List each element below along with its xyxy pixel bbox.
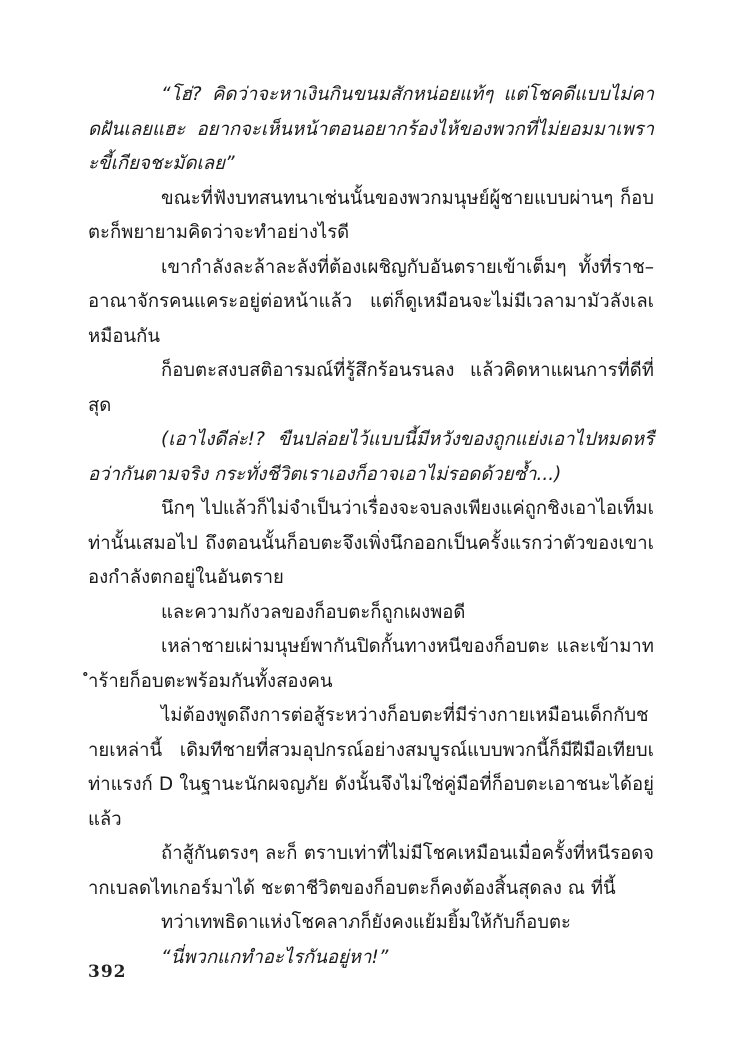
paragraph: เหล่าชายเผ่ามนุษย์พากันปิดกั้นทางหนีของก็อบตะ และเข้ามาทำร้ายก็อบตะพร้อมกันทั้งสองคน [88,636,654,692]
paragraph: “โฮ่? คิดว่าจะหาเงินกินขนมสักหน่อยแท้ๆ แต่โชคดีแบบไม่คาดฝันเลยแฮะ อยากจะเห็นหน้าตอนอยากร้องไห้ของพวกที่ไม่ยอมมาเพราะขี้เกียจชะมัดเลย” [88,84,654,174]
paragraph: นึกๆ ไปแล้วก็ไม่จำเป็นว่าเรื่องจะจบลงเพียงแค่ถูกชิงเอาไอเท็มเท่านั้นเสมอไป ถึงตอนนั้นก็อบตะจึงเพิ่งนึกออกเป็นครั้งแรกว่าตัวของเขาเองกำลังตกอยู่ในอันตราย [88,498,654,588]
paragraph: และความกังวลของก็อบตะก็ถูกเผงพอดี [161,601,466,623]
page-number: 392 [88,962,127,982]
paragraph: เขากำลังละล้าละลังที่ต้องเผชิญกับอันตรายเข้าเต็มๆ ทั้งที่ราช–อาณาจักรคนแคระอยู่ต่อหน้าแล้ว แต่ก็ดูเหมือนจะไม่มีเวลามามัวลังเลเหมือนกัน [88,256,654,347]
paragraph: “นี่พวกแกทำอะไรกันอยู่หา!” [161,946,389,968]
body-text [88,78,654,975]
paragraph: ขณะที่ฟังบทสนทนาเช่นนั้นของพวกมนุษย์ผู้ชายแบบผ่านๆ ก็อบตะก็พยายามคิดว่าจะทำอย่างไรดี [88,187,654,243]
paragraph: ถ้าสู้กันตรงๆ ละก็ ตราบเท่าที่ไม่มีโชคเหมือนเมื่อครั้งที่หนีรอดจากเบลดไทเกอร์มาได้ ชะตาชีวิตของก็อบตะก็คงต้องสิ้นสุดลง ณ ที่นี้ [88,843,654,899]
paragraph: ทว่าเทพธิดาแห่งโชคลาภก็ยังคงแย้มยิ้มให้กับก็อบตะ [161,912,571,933]
paragraph: ก็อบตะสงบสติอารมณ์ที่รู้สึกร้อนรนลง แล้วคิดหาแผนการที่ดีที่สุด [88,360,654,416]
paragraph: (เอาไงดีล่ะ!? ขืนปล่อยไว้แบบนี้มีหวังของถูกแย่งเอาไปหมดหรือว่ากันตามจริง กระทั่งชีวิตเราเองก็อาจเอาไม่รอดด้วยซ้ำ...) [88,429,654,485]
paragraph: ไม่ต้องพูดถึงการต่อสู้ระหว่างก็อบตะที่มีร่างกายเหมือนเด็กกับชายเหล่านี้ เดิมทีชายที่สวมอุปกรณ์อย่างสมบูรณ์แบบพวกนี้ก็มีฝีมือเทียบเท่าแรงก์ D ในฐานะนักผจญภัย ดังนั้นจึงไม่ใช่คู่มือที่ก็อบตะเอาชนะได้อยู่แล้ว [88,705,654,830]
